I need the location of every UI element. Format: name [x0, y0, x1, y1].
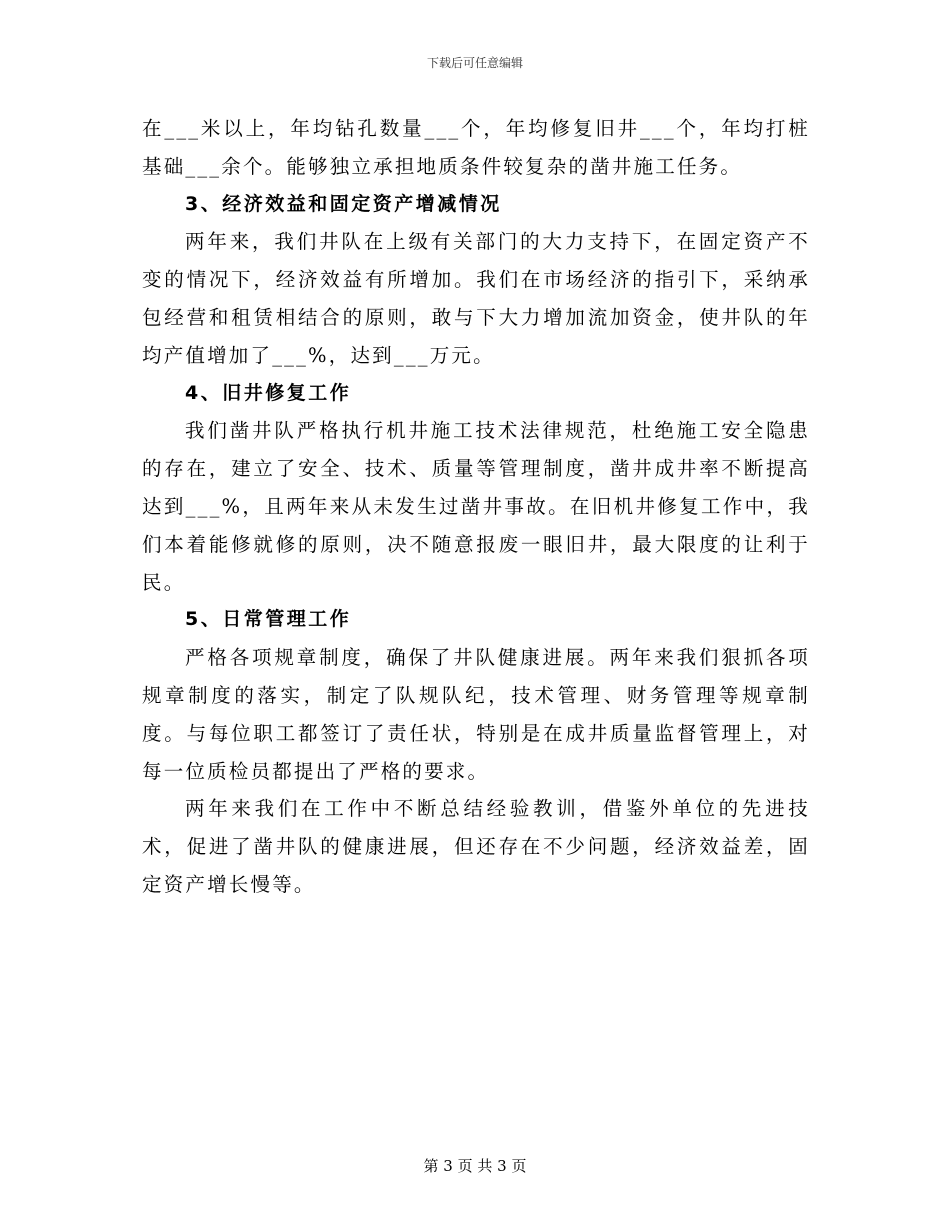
paragraph-well-repair: 我们凿井队严格执行机井施工技术法律规范，杜绝施工安全隐患的存在，建立了安全、技术、质量等管理制度，凿井成井率不断提高达到___%，且两年来从未发生过凿井事故。在旧机井修复工作中，我们本着能修就修的原则，决不随意报废一眼旧井，最大限度的让利于民。	[142, 419, 810, 594]
page-number-footer: 第 3 页 共 3 页	[423, 1157, 527, 1175]
paragraph-daily-management: 严格各项规章制度，确保了井队健康进展。两年来我们狠抓各项规章制度的落实，制定了队规队纪，技术管理、财务管理等规章制度。与每位职工都签订了责任状，特别是在成井质量监督管理上，对每一位质检员都提出了严格的要求。	[142, 646, 810, 783]
page-header: 下载后可任意编辑	[426, 56, 523, 70]
paragraph-continuation: 在___米以上，年均钻孔数量___个，年均修复旧井___个，年均打桩基础___余个。能够独立承担地质条件较复杂的凿井施工任务。	[142, 117, 810, 178]
document-body	[142, 110, 810, 904]
paragraph-summary: 两年来我们在工作中不断总结经验教训，借鉴外单位的先进技术，促进了凿井队的健康进展，但还存在不少问题，经济效益差，固定资产增长慢等。	[142, 797, 810, 896]
section-heading-4: 4、旧井修复工作	[185, 381, 352, 404]
section-heading-3: 3、经济效益和固定资产增减情况	[185, 192, 502, 215]
section-heading-5: 5、日常管理工作	[185, 608, 352, 631]
paragraph-economic-benefits: 两年来，我们井队在上级有关部门的大力支持下，在固定资产不变的情况下，经济效益有所增加。我们在市场经济的指引下，采纳承包经营和租赁相结合的原则，敢与下大力增加流加资金，使井队的年均产值增加了___%，达到___万元。	[142, 230, 810, 367]
